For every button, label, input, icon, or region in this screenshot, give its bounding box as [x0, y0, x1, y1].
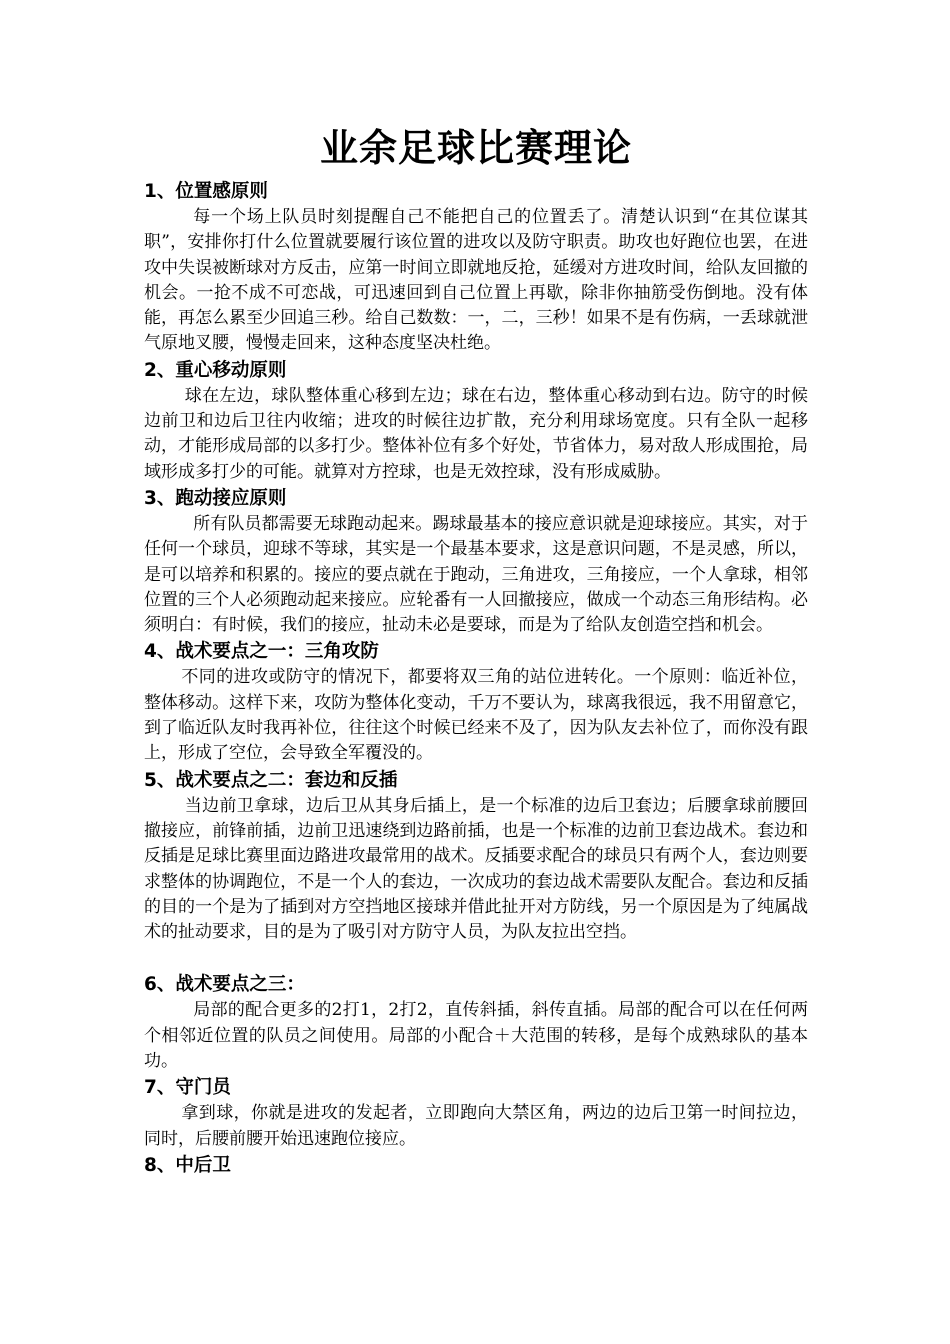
section-heading: 3、跑动接应原则: [144, 487, 287, 509]
paragraph-gap: [144, 945, 808, 971]
section-body: 局部的配合更多的2打1，2打2，直传斜插，斜传直插。局部的配合可以在任何两个相邻近位置的队员之间使用。局部的小配合＋大范围的转移，是每个成熟球队的基本功。: [144, 1000, 808, 1072]
section-6: [144, 971, 808, 1074]
section-body: 不同的进攻或防守的情况下，都要将双三角的站位进转化。一个原则：临近补位，整体移动。这样下来，攻防为整体化变动，千万不要认为，球离我很远，我不用留意它，到了临近队友时我再补位，往往这个时候已经来不及了，因为队友去补位了，而你没有跟上，形成了空位，会导致全军覆没的。: [144, 667, 808, 764]
section-body: 当边前卫拿球，边后卫从其身后插上，是一个标准的边后卫套边；后腰拿球前腰回撤接应，前锋前插，边前卫迅速绕到边路前插，也是一个标准的边前卫套边战术。套边和反插是足球比赛里面边路进攻最常用的战术。反插要求配合的球员只有两个人，套边则要求整体的协调跑位，不是一个人的套边，一次成功的套边战术需要队友配合。套边和反插的目的一个是为了插到对方空挡地区接球并借此扯开对方防线，另一个原因是为了纯属战术的扯动要求，目的是为了吸引对方防守人员，为队友拉出空挡。: [144, 795, 808, 943]
section-heading: 7、守门员: [144, 1077, 231, 1099]
section-2: [144, 357, 808, 485]
section-3: [144, 485, 808, 638]
section-4: [144, 638, 808, 766]
section-body: 拿到球，你就是进攻的发起者，立即跑向大禁区角，两边的边后卫第一时间拉边，同时，后腰前腰开始迅速跑位接应。: [144, 1103, 808, 1149]
section-body: 球在左边，球队整体重心移到左边；球在右边，整体重心移动到右边。防守的时候边前卫和边后卫往内收缩；进攻的时候往边扩散，充分利用球场宽度。只有全队一起移动，才能形成局部的以多打少。整体补位有多个好处，节省体力，易对敌人形成围抢，局域形成多打少的可能。就算对方控球，也是无效控球，没有形成威胁。: [144, 385, 808, 482]
document-title: 业余足球比赛理论: [319, 125, 632, 170]
document-page: [144, 118, 808, 1179]
section-body: 所有队员都需要无球跑动起来。踢球最基本的接应意识就是迎球接应。其实，对于任何一个球员，迎球不等球，其实是一个最基本要求，这是意识问题，不是灵感，所以，是可以培养和积累的。接应的要点就在于跑动，三角进攻，三角接应，一个人拿球，相邻位置的三个人必须跑动起来接应。应轮番有一人回撤接应，做成一个动态三角形结构。必须明白：有时候，我们的接应，扯动未必是要球，而是为了给队友创造空挡和机会。: [144, 513, 808, 636]
section-body: 每一个场上队员时刻提醒自己不能把自己的位置丢了。清楚认识到“在其位谋其职”，安排你打什么位置就要履行该位置的进攻以及防守职责。助攻也好跑位也罢，在进攻中失误被断球对方反击，应第一时间立即就地反抢，延缓对方进攻时间，给队友回撤的机会。一抢不成不可恋战，可迅速回到自己位置上再歇，除非你抽筋受伤倒地。没有体能，再怎么累至少回追三秒。给自己数数：一，二，三秒！如果不是有伤病，一丢球就泄气原地叉腰，慢慢走回来，这种态度坚决杜绝。: [144, 207, 808, 354]
section-5: [144, 767, 808, 946]
section-heading: 2、重心移动原则: [144, 359, 287, 381]
section-8: [144, 1152, 808, 1179]
section-heading: 5、战术要点之二：套边和反插: [144, 769, 398, 791]
section-7: [144, 1074, 808, 1152]
section-heading: 8、中后卫: [144, 1154, 231, 1176]
section-1: [144, 178, 808, 357]
section-heading: 6、战术要点之三：: [144, 974, 305, 996]
section-heading: 4、战术要点之一：三角攻防: [144, 641, 379, 663]
section-heading: 1、位置感原则: [144, 181, 268, 202]
